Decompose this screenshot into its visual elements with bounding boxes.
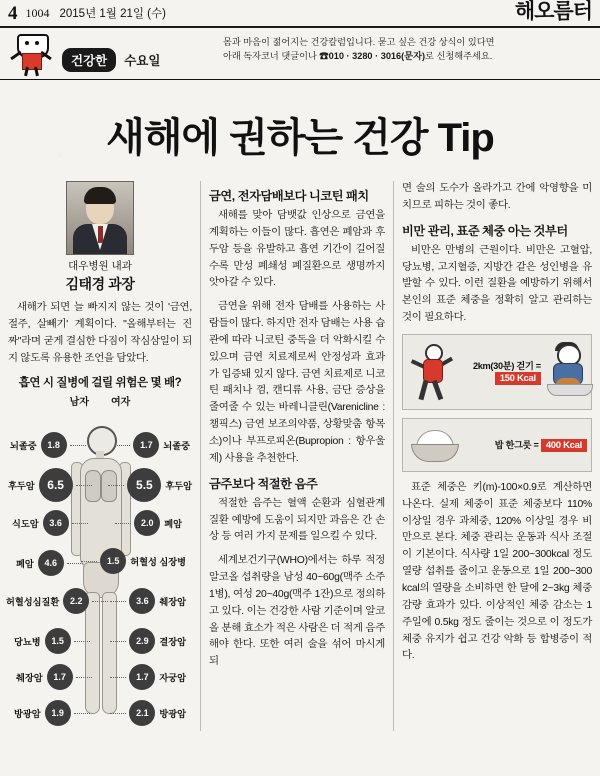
risk-marker [108, 468, 192, 502]
risk-label: 췌장암 [16, 673, 43, 684]
exercise-kcal-badge: 150 Kcal [495, 372, 541, 385]
masthead [0, 0, 600, 28]
promo-phone: ☎010 · 3280 · 3016(문자) [319, 51, 426, 62]
risk-marker [114, 432, 190, 458]
risk-value: 6.5 [39, 468, 73, 502]
legend-female: 여자 [111, 397, 131, 409]
legend-male: 남자 [69, 397, 89, 409]
section-banner-left [8, 32, 223, 76]
risk-value: 3.6 [43, 510, 69, 536]
column-1 [8, 181, 200, 731]
column2-paragraph-4: 세계보건기구(WHO)에서는 하루 적정 알코올 섭취량을 남성 40~60g(맥주 소주 1병), 여성 20~40g(맥주 1잔)으로 정의하고 있다. 이는 건강한 사람 기준이며 알코올 분해 효소가 적은 사람은 더 적게 음주해야 한다. 또한 여러 술을 섞어 마시게 되 [209, 555, 385, 668]
risk-label: 폐암 [164, 519, 182, 530]
risk-label: 뇌졸중 [10, 441, 37, 452]
risk-value: 1.7 [129, 664, 155, 690]
risk-label: 당뇨병 [14, 637, 41, 648]
risk-marker [110, 700, 186, 726]
publication-title: 해오름터 [514, 0, 592, 23]
risk-marker [16, 664, 92, 690]
column1-intro: 새해가 되면 늘 빠지지 않는 것이 '금연, 절주, 살빼기' 계획이다. "올해부터는 진짜"라며 굳게 결심한 다짐이 작심삼일이 되지 않도록 유용한 조언을 담았다. [8, 302, 192, 364]
risk-value: 1.5 [100, 548, 126, 574]
column-3 [394, 181, 592, 731]
section-weekday: 수요일 [124, 54, 161, 68]
article-body [0, 181, 600, 731]
risk-value: 2.2 [63, 588, 89, 614]
risk-value: 4.6 [38, 550, 64, 576]
column3-paragraph-1: 비만은 만병의 근원이다. 비만은 고혈압, 당뇨병, 고지혈증, 지방간 같은 성인병을 유발할 수 있다. 이런 질환을 예방하기 위해서 본인의 표준 체중을 정확히 알고 관리하는 것이 필요하다. [402, 244, 592, 324]
risk-marker [10, 432, 86, 458]
risk-marker [12, 510, 88, 536]
risk-value: 5.5 [127, 468, 161, 502]
promo-line-2-prefix: 아래 독자코너 댓글이나 [223, 51, 320, 62]
section-banner [0, 28, 600, 80]
risk-marker [14, 700, 90, 726]
risk-label: 식도암 [12, 519, 39, 530]
column3-paragraph-2: 표준 체중은 키(m)-100×0.9로 계산하면 나온다. 실제 체중이 표준 체중보다 110% 이상일 경우 과체중, 120% 이상일 경우 비만으로 본다. 체중 관리는 운동과 식사 조절이 기본이다. 식사량 1일 200~300kcal 정도 열량 섭취를 줄이고 운동으로 1일 200~300 kcal의 열량을 소비하면 한 달에 2~3kg 체중 감량 효과가 있다. 이상적인 체중 감소는 1주일에 0.5kg 정도 줄이는 것으로 이 정도가 체중 유지가 쉽고 건강 악화 등 합병증이 적다. [402, 481, 592, 662]
author-name: 김태경 과장 [65, 276, 135, 292]
subheading-smoking: 금연, 전자담배보다 니코틴 패치 [209, 189, 369, 203]
risk-value: 1.7 [47, 664, 73, 690]
rice-caption-text: 밥 한그릇 = [494, 440, 539, 451]
risk-label: 후두암 [8, 481, 35, 492]
risk-label: 방광암 [159, 709, 186, 720]
column2-paragraph-1: 새해를 맞아 담뱃값 인상으로 금연을 계획하는 이들이 많다. 흡연은 폐암과 후두암 등을 유발하고 흡연 기간이 길어질수록 만성 폐쇄성 폐질환으로 생명까지 앗아갈 수 있다. [209, 210, 385, 289]
risk-value: 2.0 [134, 510, 160, 536]
section-pill-label: 건강한 [62, 48, 116, 72]
rice-kcal-badge: 400 Kcal [541, 439, 587, 452]
exercise-caption [448, 358, 541, 385]
smoking-risk-infographic [8, 410, 192, 730]
promo-line-2-suffix: 로 신청해주세요. [425, 51, 493, 62]
risk-marker [110, 664, 186, 690]
risk-marker [110, 628, 186, 654]
risk-marker [14, 628, 90, 654]
risk-value: 1.8 [41, 432, 67, 458]
risk-value: 3.6 [129, 588, 155, 614]
exercise-caption-text: 2km(30분) 걷기 = [472, 361, 541, 372]
rice-bowl-icon [407, 425, 461, 465]
risk-label: 폐암 [16, 559, 34, 570]
risk-label: 결장암 [159, 637, 186, 648]
risk-value: 1.5 [45, 628, 71, 654]
risk-marker [81, 548, 186, 574]
author-block [8, 181, 192, 294]
rice-illustration [402, 418, 592, 472]
risk-marker [6, 588, 108, 614]
risk-marker [110, 588, 186, 614]
risk-marker [115, 510, 182, 536]
risk-label: 자궁암 [159, 673, 186, 684]
page-number: 4 [8, 2, 18, 24]
promo-line-1: 몸과 마음이 젊어지는 건강칼럼입니다. 묻고 싶은 건강 상식이 있다면 [223, 37, 495, 47]
promo-text [223, 32, 592, 64]
infographic-gender-legend [8, 393, 192, 408]
infographic-title: 흡연 시 질병에 걸릴 위험은 몇 배? [18, 377, 182, 390]
risk-value: 1.7 [133, 432, 159, 458]
risk-label: 방광암 [14, 709, 41, 720]
subheading-drinking: 금주보다 적절한 음주 [209, 476, 318, 491]
column3-paragraph-top: 면 술의 도수가 올라가고 간에 악영향을 미치므로 피하는 것이 좋다. [402, 183, 592, 211]
risk-value: 1.9 [45, 700, 71, 726]
column-2 [200, 181, 394, 731]
mascot-icon [8, 32, 56, 76]
column2-paragraph-3: 적절한 음주는 혈액 순환과 심혈관계 질환 예방에 도움이 되지만 과음은 간 손상 등 여러 가지 문제를 일으킬 수 있다. [209, 497, 385, 543]
risk-label: 허혈성 심장병 [130, 557, 186, 568]
promo-line-2 [223, 50, 592, 63]
risk-label: 췌장암 [159, 597, 186, 608]
runner-icon [407, 342, 448, 402]
risk-label: 후두암 [165, 481, 192, 492]
risk-label: 뇌졸중 [163, 441, 190, 452]
risk-label: 허혈성심질환 [6, 597, 60, 608]
risk-value: 2.1 [129, 700, 155, 726]
issue-date: 2015년 1월 21일 (수) [59, 8, 166, 20]
eating-person-icon [541, 342, 587, 402]
article-headline: 새해에 권하는 건강 Tip [106, 116, 494, 160]
author-photo [66, 181, 134, 255]
exercise-illustration [402, 334, 592, 410]
risk-marker [16, 550, 83, 576]
subheading-obesity: 비만 관리, 표준 체중 아는 것부터 [402, 223, 568, 238]
risk-marker [8, 468, 92, 502]
rice-caption [495, 437, 587, 452]
issue-number: 1004 [25, 5, 50, 20]
column2-paragraph-2: 금연을 위해 전자 담배를 사용하는 사람들이 많다. 하지만 전자 담배는 사용 습관에 따라 니코틴 중독을 더 악화시킬 수 있으며 금연 치료제로써 안정성과 효과가 입증돼 있지 않다. 금연 치료제로 니코틴 패치나 껌, 캔디류 사용, 금단 증상을 줄여줄 수 있는 바레니클린(Varenicline : 챔픽스) 금연 보조의약품, 상황맞춤 항목소)이나 부프로피온(Bupropion : 항우울제) 사용을 추천한다. [209, 301, 385, 464]
risk-value: 2.9 [129, 628, 155, 654]
author-affiliation: 대우병원 내과 [68, 260, 132, 272]
